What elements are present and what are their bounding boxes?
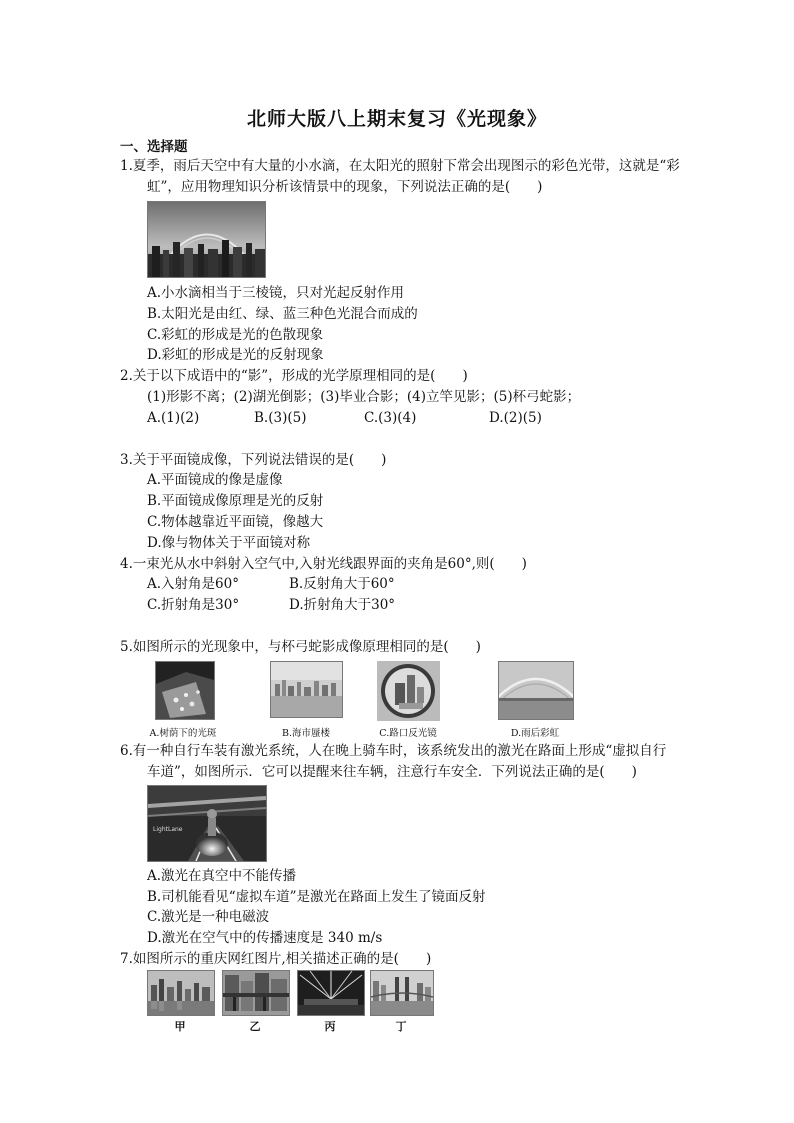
q6-option-d: D.激光在空气中的传播速度是 340 m/s	[147, 930, 383, 946]
chongqing-photo-bing	[297, 970, 365, 1016]
tree-shadow-light-spots-photo	[155, 661, 215, 720]
q5-caption-b: B.海市蜃楼	[281, 728, 330, 739]
q5-caption-d: D.雨后彩虹	[510, 728, 560, 739]
q4-option-c: C.折射角是30°	[147, 597, 240, 613]
q7-label-jia: 甲	[174, 1020, 186, 1033]
bicycle-laser-lane-photo	[147, 785, 267, 862]
rainbow-photo	[147, 201, 266, 278]
q6-stem-line1: 6.有一种自行车装有激光系统，人在晚上骑车时，该系统发出的激光在路面上形成“虚拟自行	[120, 743, 667, 759]
q2-option-c: C.(3)(4)	[364, 410, 417, 426]
chongqing-photo-yi	[222, 970, 290, 1016]
q7-label-bing: 丙	[324, 1020, 336, 1033]
q4-option-d: D.折射角大于30°	[289, 597, 396, 613]
q3-option-d: D.像与物体关于平面镜对称	[147, 535, 311, 551]
q3-stem: 3.关于平面镜成像，下列说法错误的是( )	[120, 452, 387, 468]
q3-option-b: B.平面镜成像原理是光的反射	[147, 493, 324, 509]
q5-caption-c: C.路口反光镜	[379, 728, 437, 739]
q7-label-yi: 乙	[249, 1020, 261, 1033]
chongqing-photo-jia	[147, 970, 215, 1016]
rainbow-after-rain-photo	[498, 661, 574, 720]
q5-stem: 5.如图所示的光现象中，与杯弓蛇影成像原理相同的是( )	[120, 639, 481, 655]
q6-option-a: A.激光在真空中不能传播	[147, 868, 297, 884]
lightlane-text: LightLane	[153, 826, 183, 833]
q2-option-d: D.(2)(5)	[489, 410, 542, 426]
q1-option-d: D.彩虹的形成是光的反射现象	[147, 347, 324, 363]
q2-idioms: (1)形影不离；(2)湖光倒影；(3)毕业合影；(4)立竿见影；(5)杯弓蛇影；	[147, 389, 581, 405]
q4-option-a: A.入射角是60°	[147, 576, 239, 592]
q2-option-b: B.(3)(5)	[254, 410, 307, 426]
section-heading: 一、选择题	[120, 139, 188, 155]
q6-option-b: B.司机能看见“虚拟车道”是激光在路面上发生了镜面反射	[147, 889, 486, 905]
chongqing-photo-ding	[370, 970, 434, 1016]
q1-option-a: A.小水滴相当于三棱镜，只对光起反射作用	[147, 285, 405, 301]
q6-option-c: C.激光是一种电磁波	[147, 909, 270, 925]
page-title: 北师大版八上期末复习《光现象》	[246, 108, 547, 130]
convex-mirror-photo	[377, 661, 440, 721]
q2-option-a: A.(1)(2)	[147, 410, 200, 426]
q6-stem-line2: 车道”，如图所示．它可以提醒来往车辆，注意行车安全．下列说法正确的是( )	[147, 764, 637, 780]
q1-option-c: C.彩虹的形成是光的色散现象	[147, 327, 324, 343]
q2-stem: 2.关于以下成语中的“影”，形成的光学原理相同的是( )	[120, 368, 468, 384]
q7-stem: 7.如图所示的重庆网红图片,相关描述正确的是( )	[120, 951, 432, 967]
q4-option-b: B.反射角大于60°	[289, 576, 395, 592]
q3-option-c: C.物体越靠近平面镜，像越大	[147, 514, 324, 530]
q5-caption-a: A.树荫下的光斑	[149, 728, 217, 739]
q3-option-a: A.平面镜成的像是虚像	[147, 472, 283, 488]
q1-option-b: B.太阳光是由红、绿、蓝三种色光混合而成的	[147, 306, 418, 322]
q4-stem: 4.一束光从水中斜射入空气中,入射光线跟界面的夹角是60°,则( )	[120, 556, 527, 572]
q1-stem-line1: 1.夏季，雨后天空中有大量的小水滴，在太阳光的照射下常会出现图示的彩色光带，这就是“彩	[120, 158, 680, 174]
mirage-photo	[270, 661, 343, 718]
q1-stem-line2: 虹”，应用物理知识分析该情景中的现象，下列说法正确的是( )	[147, 179, 543, 195]
q7-label-ding: 丁	[395, 1020, 407, 1033]
